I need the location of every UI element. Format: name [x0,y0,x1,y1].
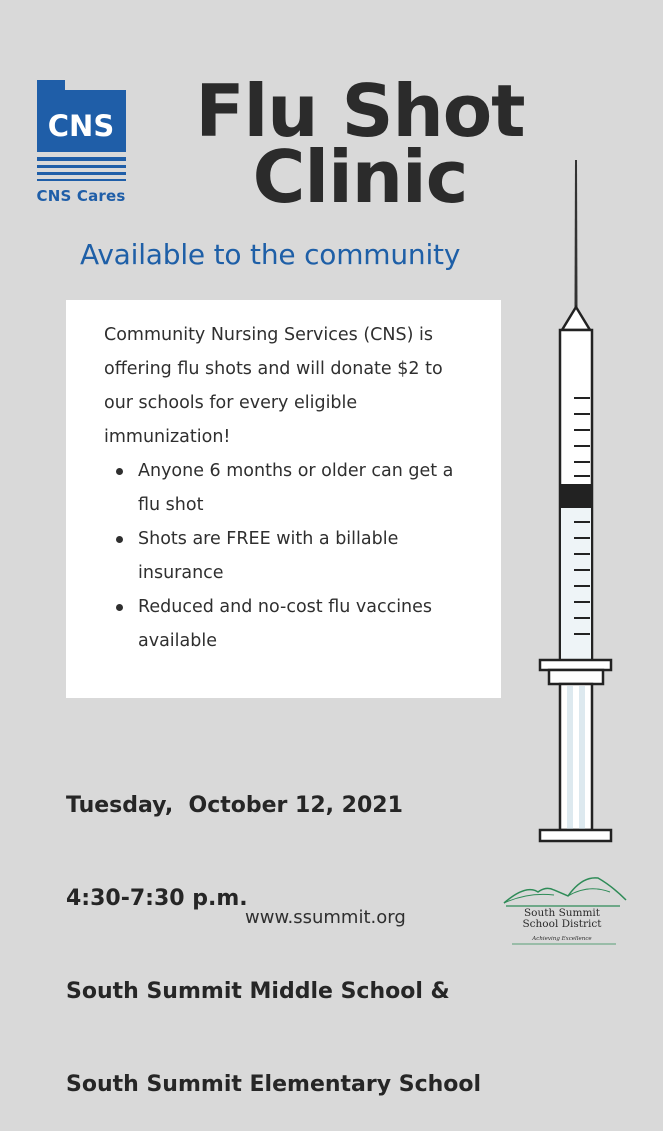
info-box [66,300,501,698]
logo-caption: CNS Cares [36,187,126,205]
page-title [170,69,550,219]
event-date: Tuesday, October 12, 2021 [66,793,403,818]
district-tagline: Achieving Excellence [532,936,592,942]
intro-text: Community Nursing Services (CNS) is offering flu shots and will donate $2 to our schools for every eligible immunization! [104,325,443,447]
district-name [503,908,621,930]
list-item: Shots are FREE with a billable insurance [116,522,469,590]
event-time: 4:30-7:30 p.m. [66,886,248,911]
event-details [66,728,536,1131]
event-location-1: South Summit Middle School & [66,979,450,1004]
subtitle: Available to the community [80,238,461,271]
list-item: Anyone 6 months or older can get a flu shot [116,454,469,522]
district-name-line-1: South Summit [523,907,601,919]
district-name-line-2: School District [522,918,602,930]
cns-logo-text: CNS [47,109,115,143]
bullet-list [104,454,469,658]
website-link[interactable]: www.ssummit.org [245,907,406,928]
title-line-2: Clinic [252,135,468,219]
syringe-icon [530,150,630,850]
list-item: Reduced and no-cost flu vaccines available [116,590,469,658]
title-line-1: Flu Shot [195,69,525,153]
event-location-2: South Summit Elementary School [66,1072,482,1097]
